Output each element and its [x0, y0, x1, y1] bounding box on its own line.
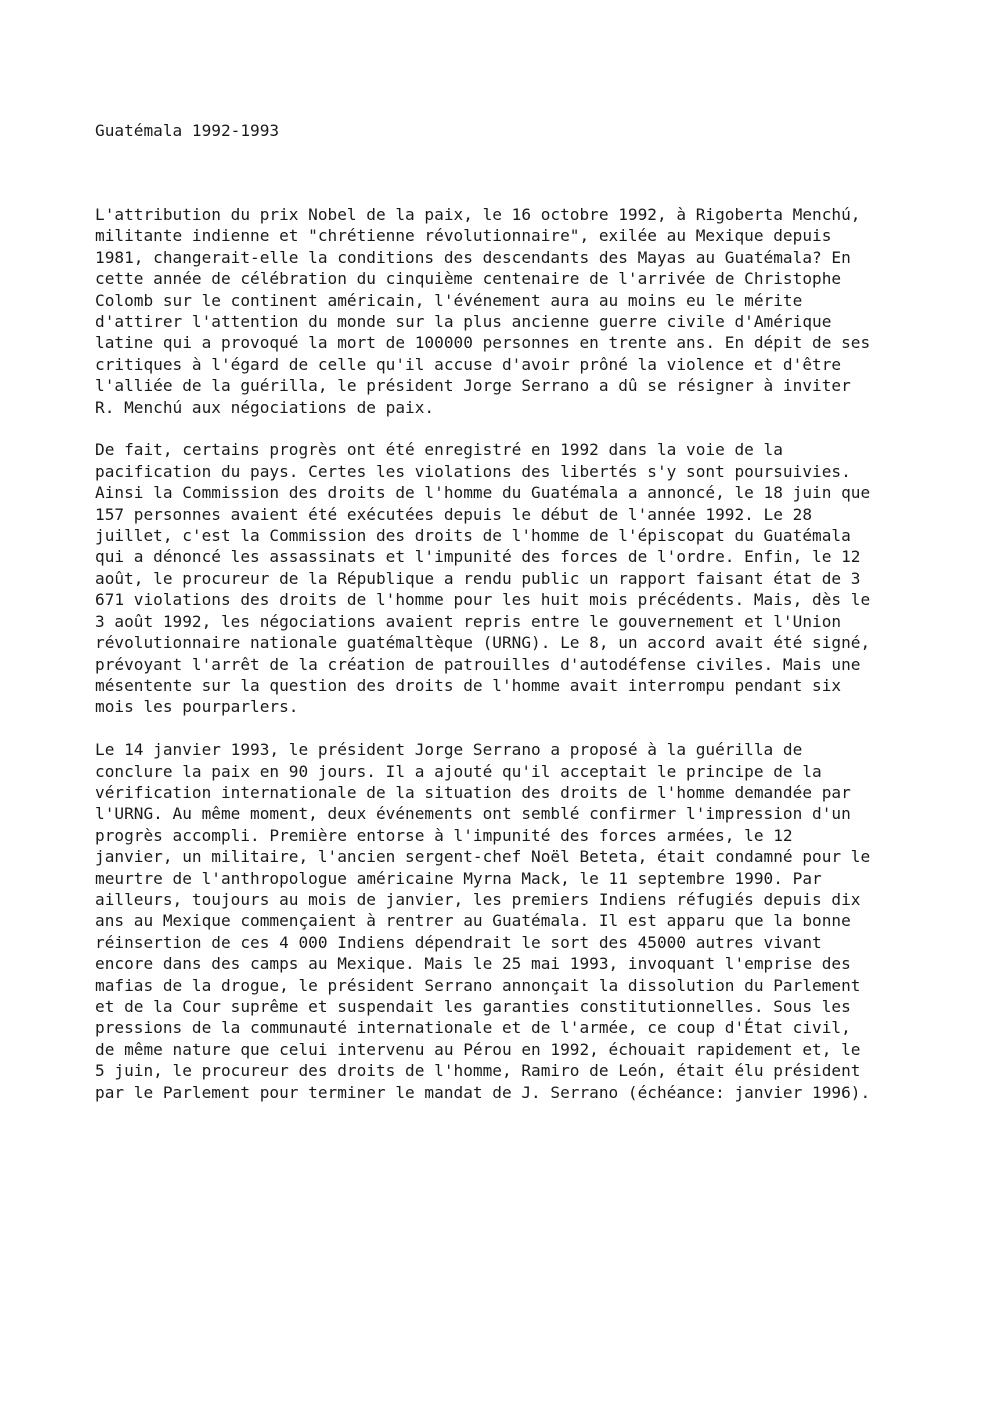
- paragraph-nobel: L'attribution du prix Nobel de la paix, le 16 octobre 1992, à Rigoberta Menchú, militante indienne et "chrétienne révolutionnaire", exilée au Mexique depuis 1981, changerait-elle la conditions des descendants des Mayas au Guatémala? En cette année de célébration du cinquième centenaire de l'arrivée de Christophe Colomb sur le continent américain, l'événement aura au moins eu le mérite d'attirer l'attention du monde sur la plus ancienne guerre civile d'Amérique latine qui a provoqué la mort de 100000 personnes en trente ans. En dépit de ses critiques à l'égard de celle qu'il accuse d'avoir prôné la violence et d'être l'alliée de la guérilla, le président Jorge Serrano a dû se résigner à inviter R. Menchú aux négociations de paix.: [95, 205, 871, 417]
- paragraph-progress-1992: De fait, certains progrès ont été enregistré en 1992 dans la voie de la pacification du pays. Certes les violations des libertés s'y sont poursuivies. Ainsi la Commission des droits de l'homme du Guatémala a annoncé, le 18 juin que 157 personnes avaient été exécutées depuis le début de l'année 1992. Le 28 juillet, c'est la Commission des droits de l'homme de l'épiscopat du Guatémala qui a dénoncé les assassinats et l'impunité des forces de l'ordre. Enfin, le 12 août, le procureur de la République a rendu public un rapport faisant état de 3 671 violations des droits de l'homme pour les huit mois précédents. Mais, dès le 3 août 1992, les négociations avaient repris entre le gouvernement et l'Union révolutionnaire nationale guatémaltèque (URNG). Le 8, un accord avait été signé, prévoyant l'arrêt de la création de patrouilles d'autodéfense civiles. Mais une mésentente sur la question des droits de l'homme avait interrompu pendant six mois les pourparlers.: [95, 440, 871, 717]
- paragraph-events-1993: Le 14 janvier 1993, le président Jorge Serrano a proposé à la guérilla de conclure la paix en 90 jours. Il a ajouté qu'il acceptait le principe de la vérification internationale de la situation des droits de l'homme demandée par l'URNG. Au même moment, deux événements ont semblé confirmer l'impression d'un progrès accompli. Première entorse à l'impunité des forces armées, le 12 janvier, un militaire, l'ancien sergent-chef Noël Beteta, était condamné pour le meurtre de l'anthropologue américaine Myrna Mack, le 11 septembre 1990. Par ailleurs, toujours au mois de janvier, les premiers Indiens réfugiés depuis dix ans au Mexique commençaient à rentrer au Guatémala. Il est apparu que la bonne réinsertion de ces 4 000 Indiens dépendrait le sort des 45000 autres vivant encore dans des camps au Mexique. Mais le 25 mai 1993, invoquant l'emprise des mafias de la drogue, le président Serrano annonçait la dissolution du Parlement et de la Cour suprême et suspendait les garanties constitutionnelles. Sous les pressions de la communauté internationale et de l'armée, ce coup d'État civil, de même nature que celui intervenu au Pérou en 1992, échouait rapidement et, le 5 juin, le procureur des droits de l'homme, Ramiro de León, était élu président par le Parlement pour terminer le mandat de J. Serrano (échéance: janvier 1996).: [95, 740, 871, 1102]
- document-title: Guatémala 1992-1993: [95, 121, 280, 140]
- document-body: [95, 204, 870, 1124]
